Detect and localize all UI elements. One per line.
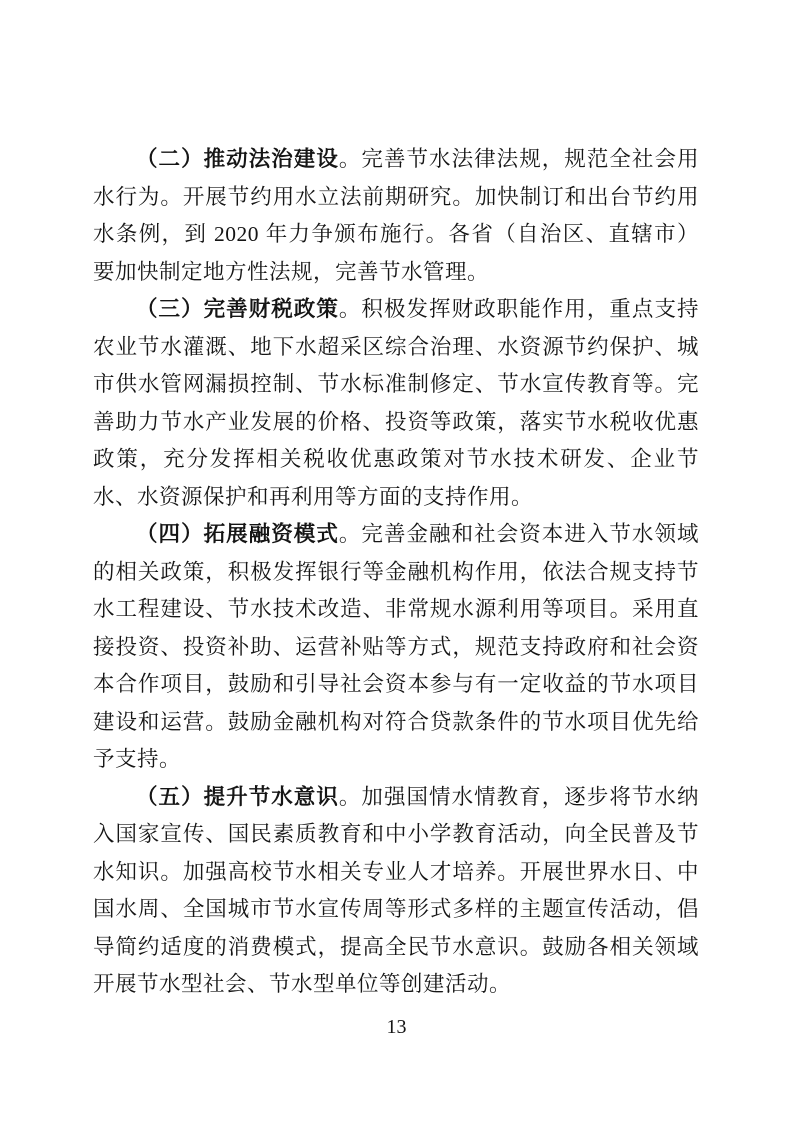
section-body-text: 。完善节水法律法规，规范全社会用水行为。开展节约用水立法前期研究。加快制订和出台节约用水条例，到 2020 年力争颁布施行。各省（自治区、直辖市）要加快制定地方性法规，完善节水管理。 (93, 147, 699, 284)
section-heading: （三）完善财税政策 (136, 297, 339, 321)
paragraph-section-2 (93, 141, 699, 291)
page-number: 13 (386, 1016, 407, 1038)
section-body-text: 。完善金融和社会资本进入节水领域的相关政策，积极发挥银行等金融机构作用，依法合规支持节水工程建设、节水技术改造、非常规水源利用等项目。采用直接投资、投资补助、运营补贴等方式，规范支持政府和社会资本合作项目，鼓励和引导社会资本参与有一定收益的节水项目建设和运营。鼓励金融机构对符合贷款条件的节水项目优先给予支持。 (93, 522, 699, 771)
paragraph-section-4 (93, 516, 699, 779)
section-heading: （二）推动法治建设 (136, 147, 339, 171)
section-heading: （四）拓展融资模式 (136, 522, 339, 546)
section-body-text: 。加强国情水情教育，逐步将节水纳入国家宣传、国民素质教育和中小学教育活动，向全民普及节水知识。加强高校节水相关专业人才培养。开展世界水日、中国水周、全国城市节水宣传周等形式多样的主题宣传活动，倡导简约适度的消费模式，提高全民节水意识。鼓励各相关领域开展节水型社会、节水型单位等创建活动。 (93, 784, 699, 996)
paragraph-section-3 (93, 291, 699, 516)
section-body-text: 。积极发挥财政职能作用，重点支持农业节水灌溉、地下水超采区综合治理、水资源节约保护、城市供水管网漏损控制、节水标准制修定、节水宣传教育等。完善助力节水产业发展的价格、投资等政策，落实节水税收优惠政策，充分发挥相关税收优惠政策对节水技术研发、企业节水、水资源保护和再利用等方面的支持作用。 (93, 297, 699, 509)
paragraph-section-5 (93, 779, 699, 1004)
section-heading: （五）提升节水意识 (136, 784, 339, 809)
document-body (93, 141, 699, 1004)
